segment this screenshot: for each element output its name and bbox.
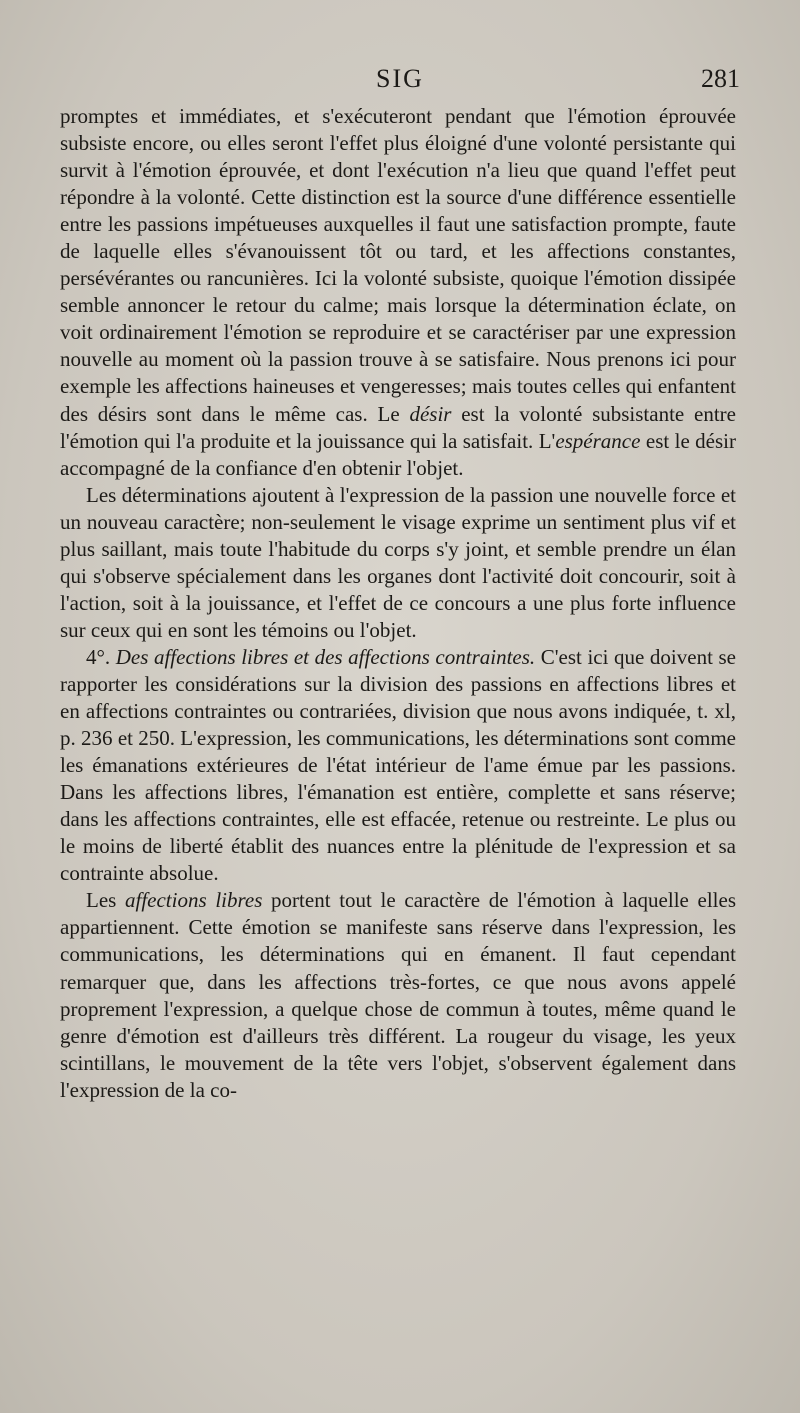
italic-run: Des affections libres et des affections contraintes. xyxy=(115,644,536,669)
text-run: Les déterminations ajoutent à l'expression de la passion une nouvelle force et un nouveau caractère; non-seulement le visage exprime un sentiment plus vif et plus saillant, mais toute l'habitude du corps s'y joint, et semble prendre un élan qui s'observe spécialement dans les organes dont l'activité doit concourir, soit à l'action, soit à la jouissance, et l'effet de ce concours a une plus forte influence sur ceux qui en sont les témoins ou l'objet. xyxy=(60,482,736,642)
paragraph-p1 xyxy=(60,103,736,482)
italic-run: espérance xyxy=(555,428,641,453)
running-title: SIG xyxy=(376,64,424,93)
italic-run: affections libres xyxy=(125,888,263,913)
paragraph-p3 xyxy=(60,644,736,887)
text-run: est la volonté subsistante entre l'émotion qui l'a produite et la jouissance qui la satisfait. L' xyxy=(60,401,736,453)
text-run: est le désir accompagné de la confiance d'en obtenir l'objet. xyxy=(60,428,737,480)
text-run: promptes et immédiates, et s'exécuteront pendant que l'émotion éprouvée subsiste encore, ou elles seront l'effet plus éloigné d'une volonté persistante qui survit à l'émotion éprouvée, et dont l'exécution n'a lieu que quand l'effet peut répondre à la volonté. Cette distinction est la source d'une différence essentielle entre les passions impétueuses auxquelles il faut une satisfaction prompte, faute de laquelle elles s'évanouissent tôt ou tard, et les affections constantes, persévérantes ou rancunières. Ici la volonté subsiste, quoique l'émotion dissipée semble annoncer le retour du calme; mais lorsque la détermination éclate, on voit ordinairement l'émotion se reproduire et se caractériser par une expression nouvelle au moment où la passion trouve à se satisfaire. Nous prenons ici pour exemple les affections haineuses et vengeresses; mais toutes celles qui enfantent des désirs sont dans le même cas. Le xyxy=(60,104,736,426)
page-header xyxy=(60,64,740,100)
text-run: 4°. xyxy=(86,644,116,669)
text-run: C'est ici que doivent se rapporter les considérations sur la division des passions en affections libres et en affections contraintes ou contrariées, division que nous avons indiquée, t. xl, p. 236 et 250. L'expression, les communications, les déterminations sont comme les émanations extérieures de l'état intérieur de l'ame émue par les passions. Dans les affections libres, l'émanation est entière, complette et sans réserve; dans les affections contraintes, elle est effacée, retenue ou restreinte. Le plus ou le moins de liberté établit des nuances entre la plénitude de l'expression et sa contrainte absolue. xyxy=(60,644,736,886)
page-number: 281 xyxy=(701,64,740,93)
text-run: portent tout le caractère de l'émotion à laquelle elles appartiennent. Cette émotion se manifeste sans réserve dans l'expression, les communications, les déterminations qui en émanent. Il faut cependant remarquer que, dans les affections très-fortes, ce que nous avons appelé proprement l'expression, a quelque chose de commun à toutes, même quand le genre d'émotion est d'ailleurs très différent. La rougeur du visage, les yeux scintillans, le mouvement de la tête vers l'objet, s'observent également dans l'expression de la co- xyxy=(60,888,736,1102)
body-text xyxy=(60,103,736,1104)
italic-run: désir xyxy=(409,401,452,426)
paragraph-p4 xyxy=(60,887,736,1103)
text-run: Les xyxy=(86,888,125,913)
paragraph-p2 xyxy=(60,482,736,644)
